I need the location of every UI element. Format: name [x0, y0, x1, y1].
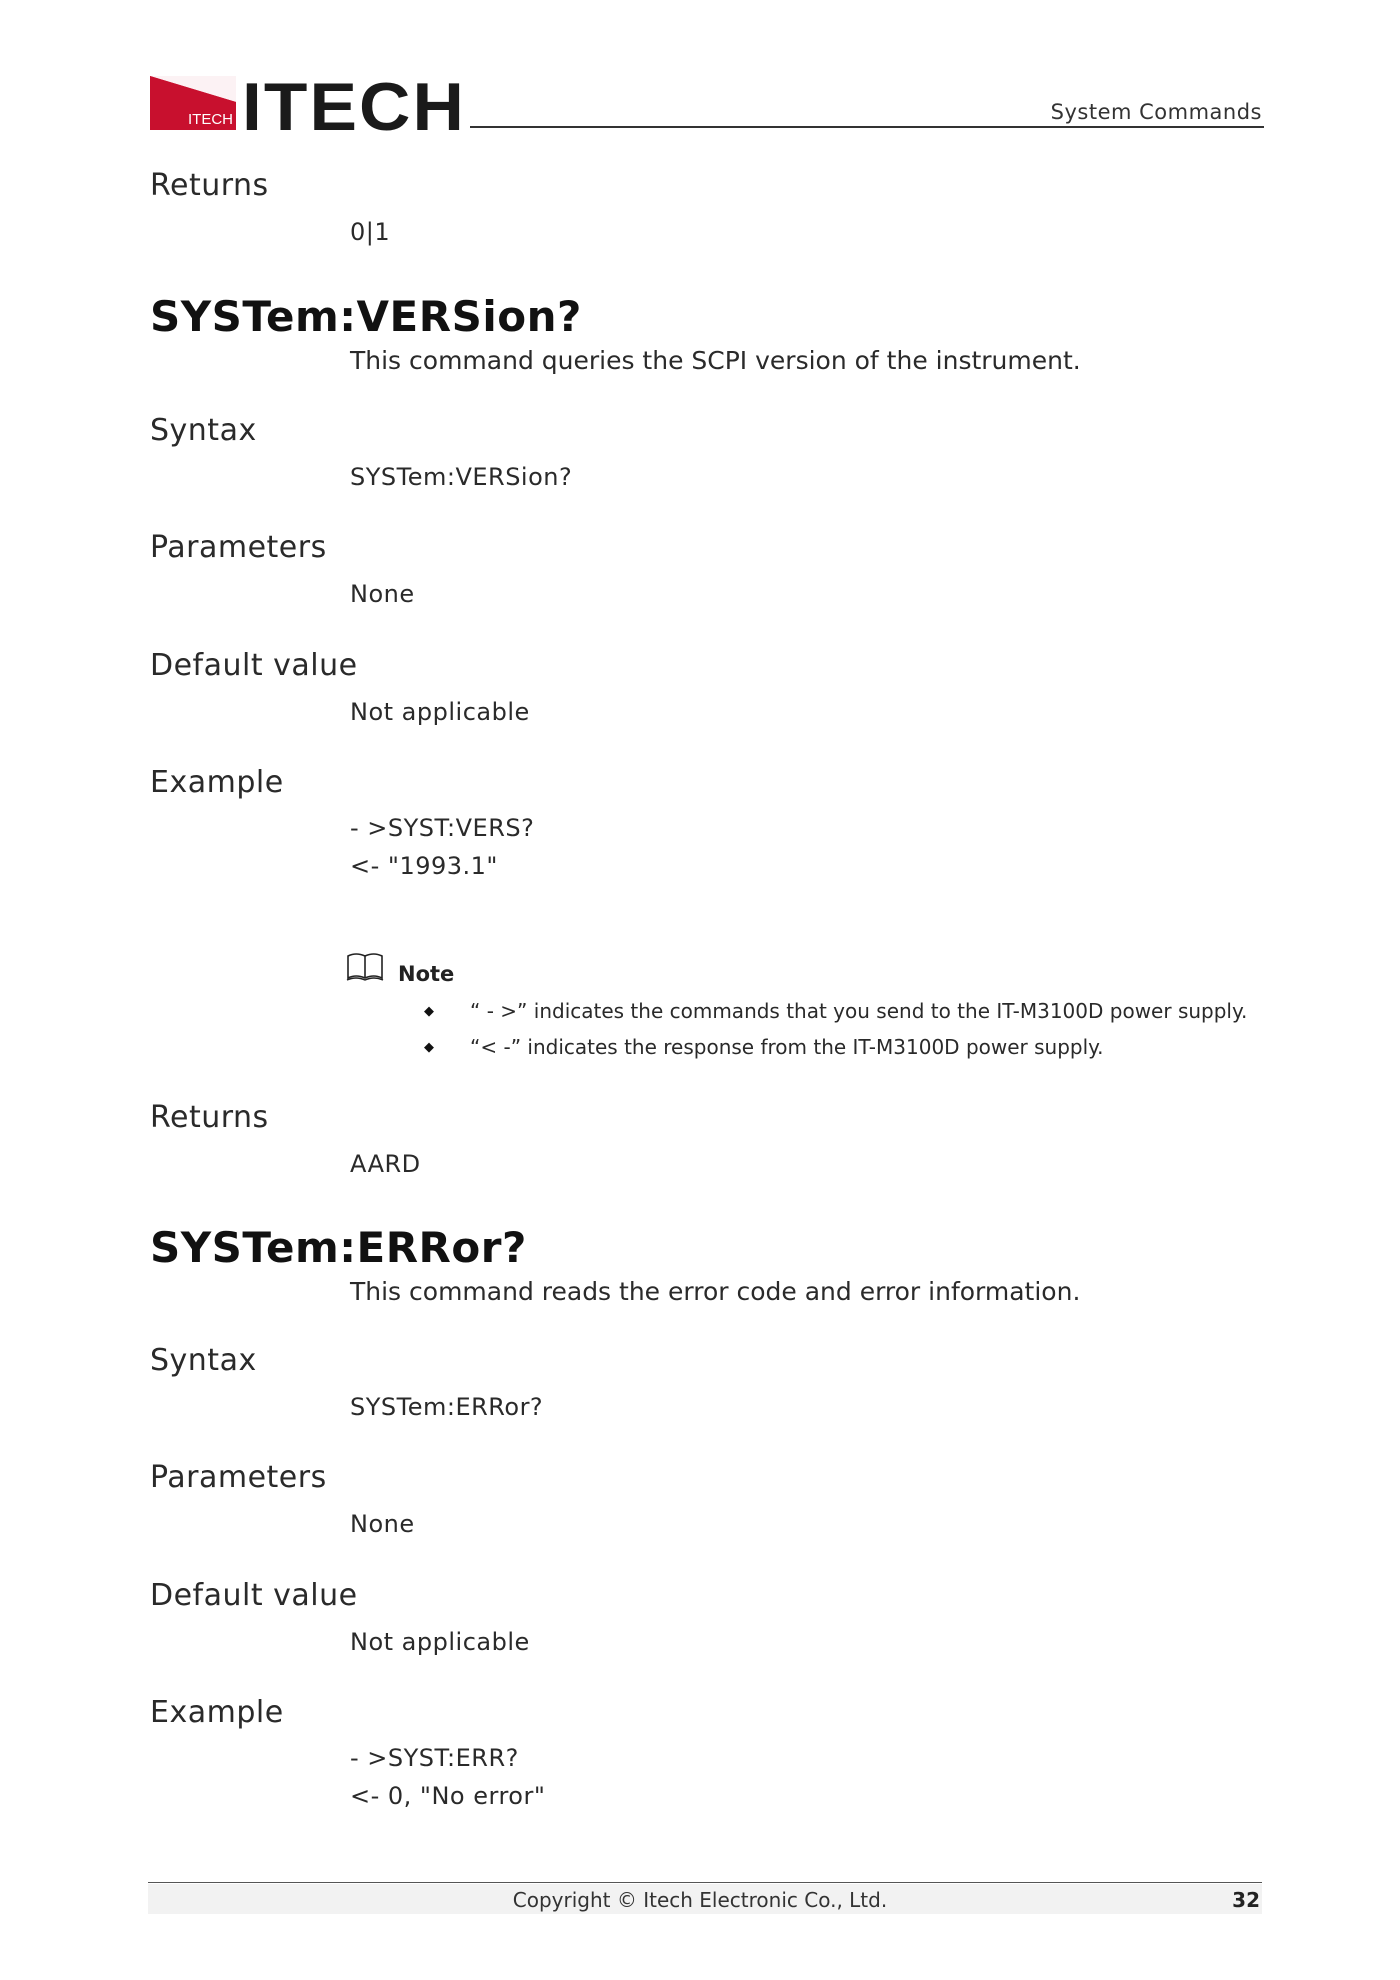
syntax-label-error: Syntax — [150, 1343, 257, 1378]
note-item: “< -” indicates the response from the IT-M3100D power supply. — [470, 1035, 1104, 1059]
bullet-diamond-icon: ◆ — [424, 1004, 434, 1019]
example-line-send-version: - >SYST:VERS? — [350, 814, 535, 842]
bullet-diamond-icon: ◆ — [424, 1040, 434, 1055]
itech-logo — [150, 72, 470, 134]
parameters-label-error: Parameters — [150, 1460, 327, 1495]
parameters-label-version: Parameters — [150, 530, 327, 565]
footer-rule — [148, 1882, 1262, 1883]
returns-value-version: AARD — [350, 1150, 421, 1178]
parameters-value-version: None — [350, 580, 415, 608]
example-line-send-error: - >SYST:ERR? — [350, 1744, 519, 1772]
syntax-value-version: SYSTem:VERSion? — [350, 463, 573, 491]
command-description-version: This command queries the SCPI version of the instrument. — [350, 346, 1081, 375]
default-label-error: Default value — [150, 1578, 358, 1613]
default-label-version: Default value — [150, 648, 358, 683]
command-heading-version: SYSTem:VERSion? — [150, 292, 582, 341]
default-value-version: Not applicable — [350, 698, 530, 726]
returns-label-top: Returns — [150, 168, 269, 203]
command-heading-error: SYSTem:ERRor? — [150, 1223, 527, 1272]
note-title: Note — [398, 962, 455, 986]
syntax-value-error: SYSTem:ERRor? — [350, 1393, 544, 1421]
logo-brand-text: ITECH — [242, 72, 466, 134]
default-value-error: Not applicable — [350, 1628, 530, 1656]
header-section-title: System Commands — [1050, 100, 1262, 124]
example-line-response-version: <- "1993.1" — [350, 852, 498, 880]
example-label-error: Example — [150, 1695, 284, 1730]
itech-logo-graphic — [150, 72, 470, 134]
note-item: “ - >” indicates the commands that you send to the IT-M3100D power supply. — [470, 999, 1248, 1023]
returns-value-top: 0|1 — [350, 218, 391, 246]
logo-badge-text: ITECH — [188, 111, 233, 128]
returns-label-version: Returns — [150, 1100, 269, 1135]
parameters-value-error: None — [350, 1510, 415, 1538]
syntax-label-version: Syntax — [150, 413, 257, 448]
example-label-version: Example — [150, 765, 284, 800]
header-rule — [470, 126, 1264, 128]
page-number: 32 — [1232, 1888, 1260, 1912]
footer-copyright: Copyright © Itech Electronic Co., Ltd. — [512, 1888, 888, 1912]
example-line-response-error: <- 0, "No error" — [350, 1782, 546, 1810]
book-icon — [346, 950, 384, 982]
command-description-error: This command reads the error code and error information. — [350, 1277, 1081, 1306]
